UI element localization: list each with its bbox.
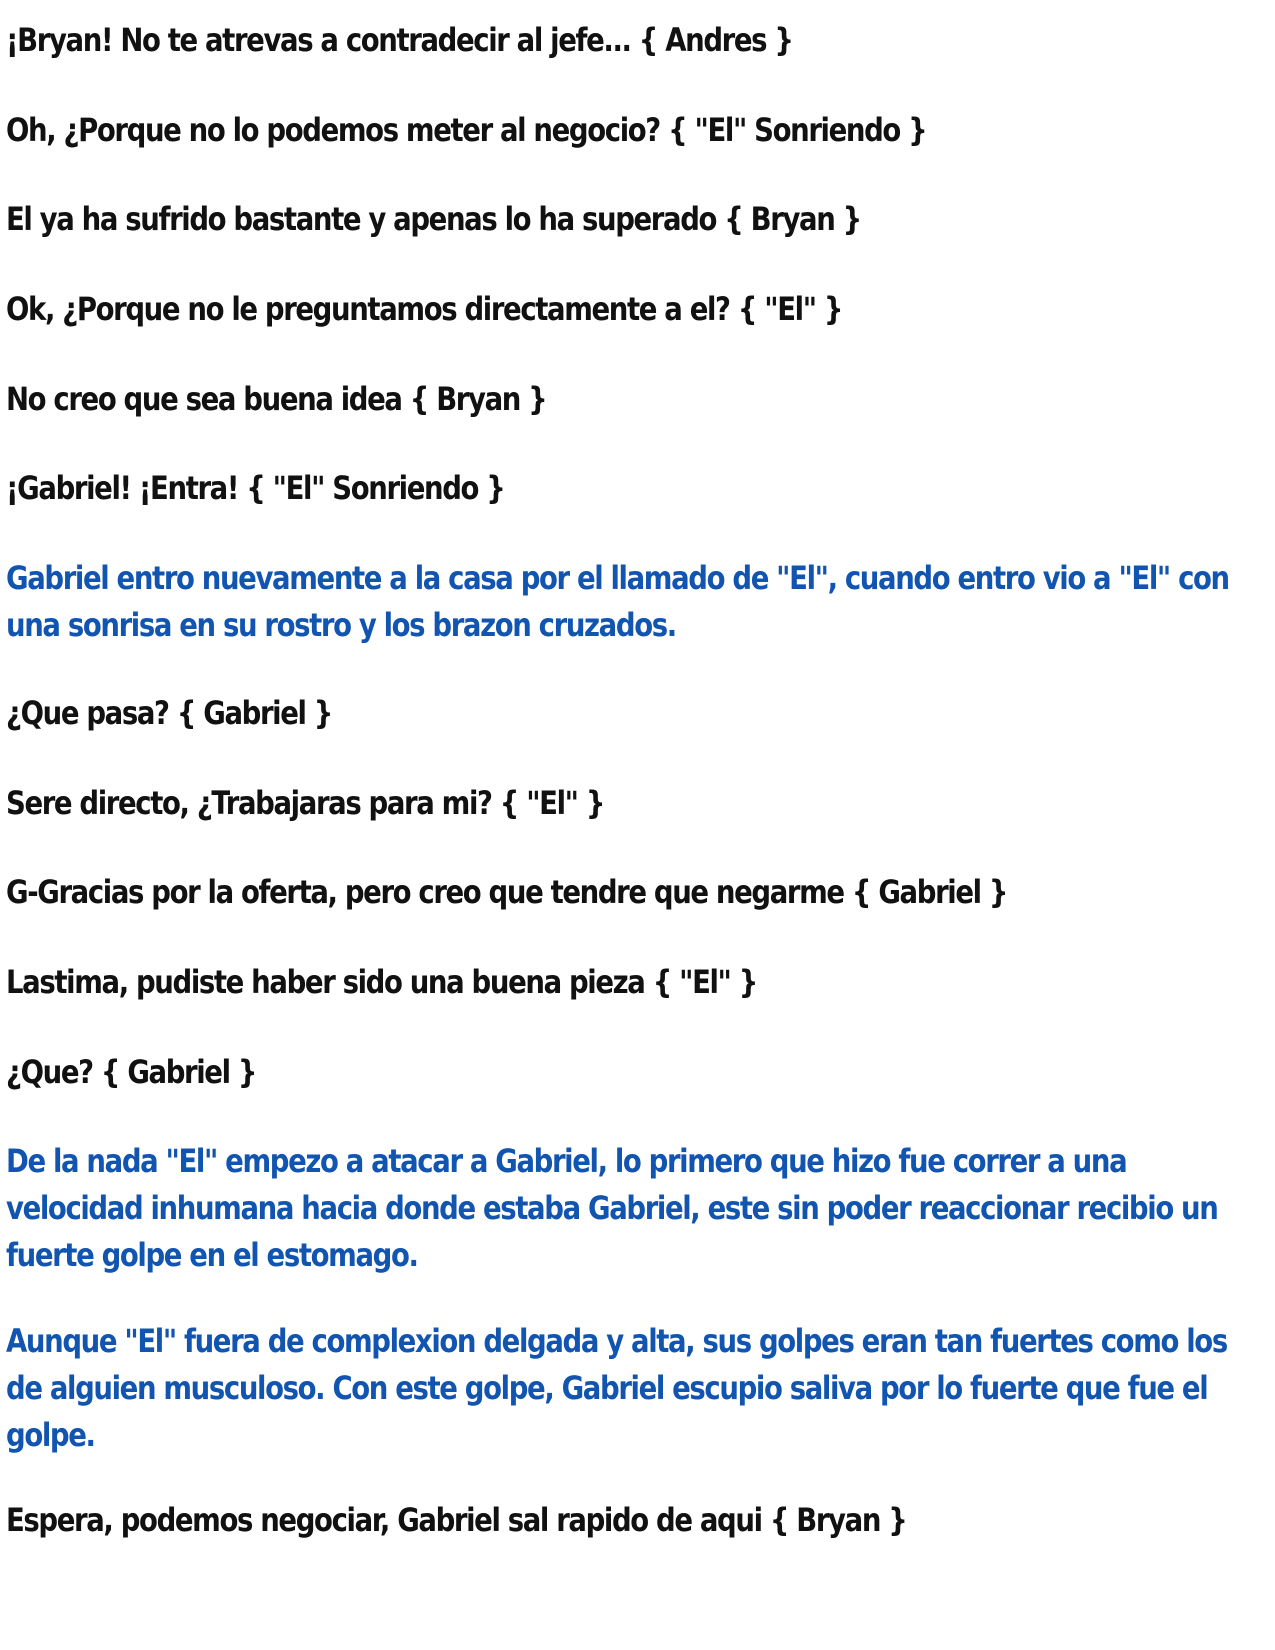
narration-paragraph: De la nada "El" empezo a atacar a Gabriel, lo primero que hizo fue correr a una velocidad inhumana hacia donde estaba Gabriel, este sin poder reaccionar recibio un fuerte golpe en el estomago. <box>6 1142 1218 1274</box>
dialogue-line: ¿Que? { Gabriel } <box>6 1053 257 1091</box>
narration-paragraph: Aunque "El" fuera de complexion delgada y alta, sus golpes eran tan fuertes como los de alguien musculoso. Con este golpe, Gabriel escupio saliva por lo fuerte que fue el golpe. <box>6 1322 1227 1454</box>
dialogue-line: ¿Que pasa? { Gabriel } <box>6 694 333 732</box>
dialogue-line: Ok, ¿Porque no le preguntamos directamente a el? { "El" } <box>6 290 843 328</box>
narration-paragraph: Gabriel entro nuevamente a la casa por el llamado de "El", cuando entro vio a "El" con una sonrisa en su rostro y los brazon cruzados. <box>6 559 1229 644</box>
dialogue-line: No creo que sea buena idea { Bryan } <box>6 380 547 418</box>
dialogue-line: Oh, ¿Porque no lo podemos meter al negocio? { "El" Sonriendo } <box>6 111 927 149</box>
dialogue-line: Espera, podemos negociar, Gabriel sal rapido de aqui { Bryan } <box>6 1501 907 1539</box>
dialogue-line: Sere directo, ¿Trabajaras para mi? { "El" } <box>6 784 605 822</box>
dialogue-line: ¡Gabriel! ¡Entra! { "El" Sonriendo } <box>6 469 505 507</box>
dialogue-line: G-Gracias por la oferta, pero creo que tendre que negarme { Gabriel } <box>6 873 1008 911</box>
dialogue-line: Lastima, pudiste haber sido una buena pieza { "El" } <box>6 963 757 1001</box>
dialogue-line: ¡Bryan! No te atrevas a contradecir al jefe... { Andres } <box>6 21 793 59</box>
dialogue-line: El ya ha sufrido bastante y apenas lo ha superado { Bryan } <box>6 200 861 238</box>
